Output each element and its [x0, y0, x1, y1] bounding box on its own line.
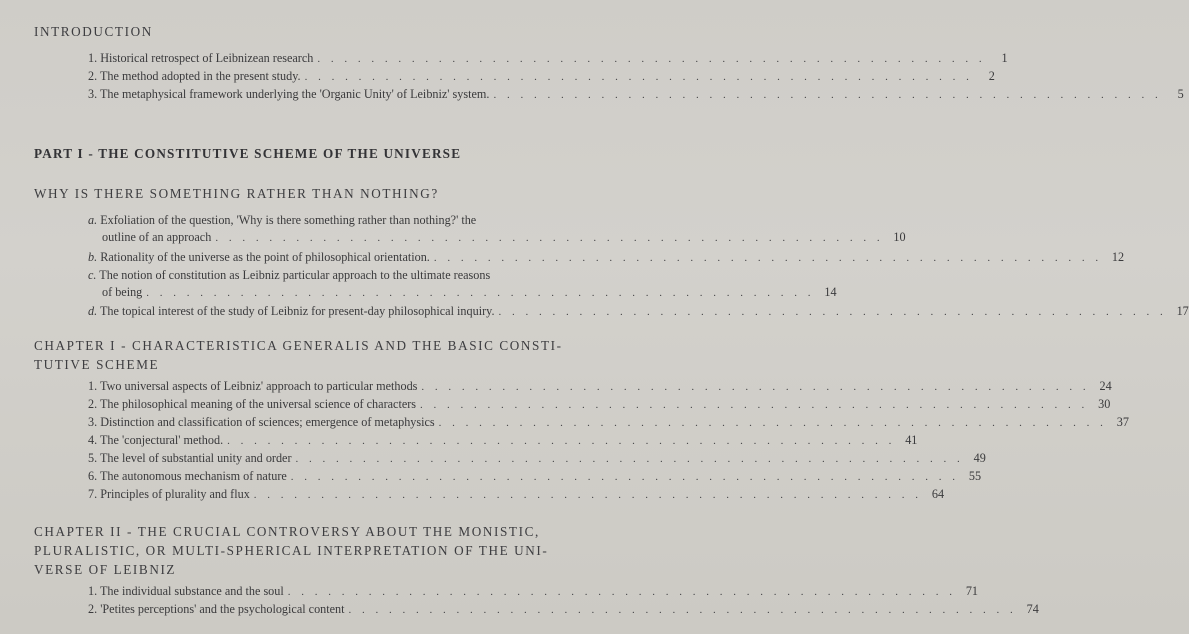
leader-dots: . . . . . . . . . . . . . . . . . . . . . . . . . . . . . . . . . . . . . . . . . . . . . . . . . .: [253, 489, 923, 501]
page-number: 10: [893, 230, 906, 244]
chapter-heading: CHAPTER I - CHARACTERISTICA GENERALIS AND THE BASIC CONSTI- TUTIVE SCHEME: [34, 338, 563, 372]
leader-dots: . . . . . . . . . . . . . . . . . . . . . . . . . . . . . . . . . . . . . . . . . . . . . . . . . .: [304, 71, 973, 83]
leader-dots: . . . . . . . . . . . . . . . . . . . . . . . . . . . . . . . . . . . . . . . . . . . . . . . . . .: [498, 306, 1167, 318]
page-number: 41: [905, 433, 918, 447]
toc-entry: 1. Two universal aspects of Leibniz' approach to particular methods . . . . . . . . . . . . . . . . . . . . . . . . . . . . . . . . . . . . . . . . . . . . . . . . . . 24: [88, 378, 570, 396]
toc-entry: 5. The level of substantial unity and order . . . . . . . . . . . . . . . . . . . . . . . . . . . . . . . . . . . . . . . . . . . . . . . . . . 49: [88, 450, 570, 468]
leader-dots: . . . . . . . . . . . . . . . . . . . . . . . . . . . . . . . . . . . . . . . . . . . . . . . . . .: [215, 232, 884, 244]
leader-dots: . . . . . . . . . . . . . . . . . . . . . . . . . . . . . . . . . . . . . . . . . . . . . . . . . .: [295, 453, 964, 465]
toc-entry: 3. The metaphysical framework underlying the 'Organic Unity' of Leibniz' system. . . . . . . . . . . . . . . . . . . . . . . . . . . . . . . . . . . . . . . . . . . . . . . . . . . 5: [88, 86, 570, 104]
chapter-heading: CHAPTER II - THE CRUCIAL CONTROVERSY ABOUT THE MONISTIC, PLURALISTIC, OR MULTI-SPHERICAL INTERPRETATION OF THE UNI- VERSE OF LEIBNIZ: [34, 524, 549, 577]
page-number: 24: [1099, 379, 1112, 393]
page-number: 5: [1177, 87, 1184, 101]
toc-entry: d. The topical interest of the study of Leibniz for present-day philosophical inquiry. . . . . . . . . . . . . . . . . . . . . . . . . . . . . . . . . . . . . . . . . . . . . . . . . . . 17: [88, 303, 570, 321]
leader-dots: . . . . . . . . . . . . . . . . . . . . . . . . . . . . . . . . . . . . . . . . . . . . . . . . . .: [493, 89, 1162, 101]
toc-entry: 3. Distinction and classification of sciences; emergence of metaphysics . . . . . . . . . . . . . . . . . . . . . . . . . . . . . . . . . . . . . . . . . . . . . . . . . . 37: [88, 414, 570, 432]
leader-dots: . . . . . . . . . . . . . . . . . . . . . . . . . . . . . . . . . . . . . . . . . . . . . . . . . .: [438, 417, 1107, 429]
page-number: 30: [1098, 397, 1111, 411]
toc-entry: 2. 'Petites perceptions' and the psychological content . . . . . . . . . . . . . . . . . . . . . . . . . . . . . . . . . . . . . . . . . . . . . . . . . . 74: [88, 601, 570, 619]
introduction-heading: INTRODUCTION: [34, 24, 153, 39]
page-number: 12: [1111, 250, 1125, 264]
page-number: 64: [931, 487, 945, 501]
page-number: 14: [824, 285, 837, 299]
page-number: 1: [1001, 51, 1008, 65]
toc-entry: 1. Historical retrospect of Leibnizean research . . . . . . . . . . . . . . . . . . . . . . . . . . . . . . . . . . . . . . . . . . . . . . . . . . 1: [88, 50, 570, 68]
leader-dots: . . . . . . . . . . . . . . . . . . . . . . . . . . . . . . . . . . . . . . . . . . . . . . . . . .: [420, 399, 1089, 411]
leader-dots: . . . . . . . . . . . . . . . . . . . . . . . . . . . . . . . . . . . . . . . . . . . . . . . . . .: [290, 471, 960, 483]
toc-entry: c. The notion of constitution as Leibniz particular approach to the ultimate reasons of being . . . . . . . . . . . . . . . . . . . . . . . . . . . . . . . . . . . . . . . . . . . . . . . . . . 14: [88, 267, 570, 302]
page-number: 55: [968, 469, 982, 483]
toc-entry: 2. The philosophical meaning of the universal science of characters . . . . . . . . . . . . . . . . . . . . . . . . . . . . . . . . . . . . . . . . . . . . . . . . . . 30: [88, 396, 570, 414]
toc-entry: b. Rationality of the universe as the point of philosophical orientation. . . . . . . . . . . . . . . . . . . . . . . . . . . . . . . . . . . . . . . . . . . . . . . . . . . 12: [88, 249, 570, 267]
part-heading: PART I - THE CONSTITUTIVE SCHEME OF THE UNIVERSE: [34, 146, 462, 161]
leader-dots: . . . . . . . . . . . . . . . . . . . . . . . . . . . . . . . . . . . . . . . . . . . . . . . . . .: [287, 586, 957, 598]
page-number: 2: [988, 69, 995, 83]
page-number: 71: [965, 584, 979, 598]
page-number: 49: [973, 451, 986, 465]
leader-dots: . . . . . . . . . . . . . . . . . . . . . . . . . . . . . . . . . . . . . . . . . . . . . . . . . .: [421, 381, 1090, 393]
page-number: 74: [1026, 602, 1039, 616]
toc-entry: 6. The autonomous mechanism of nature . . . . . . . . . . . . . . . . . . . . . . . . . . . . . . . . . . . . . . . . . . . . . . . . . . 55: [88, 468, 570, 486]
leader-dots: . . . . . . . . . . . . . . . . . . . . . . . . . . . . . . . . . . . . . . . . . . . . . . . . . .: [227, 435, 896, 447]
toc-entry: 2. The method adopted in the present study. . . . . . . . . . . . . . . . . . . . . . . . . . . . . . . . . . . . . . . . . . . . . . . . . . . 2: [88, 68, 570, 86]
section-heading: WHY IS THERE SOMETHING RATHER THAN NOTHING?: [34, 186, 439, 201]
toc-entry: 7. Principles of plurality and flux . . . . . . . . . . . . . . . . . . . . . . . . . . . . . . . . . . . . . . . . . . . . . . . . . . 64: [88, 486, 570, 504]
leader-dots: . . . . . . . . . . . . . . . . . . . . . . . . . . . . . . . . . . . . . . . . . . . . . . . . . .: [433, 252, 1103, 264]
leader-dots: . . . . . . . . . . . . . . . . . . . . . . . . . . . . . . . . . . . . . . . . . . . . . . . . . .: [146, 287, 815, 299]
toc-entry: 1. The individual substance and the soul . . . . . . . . . . . . . . . . . . . . . . . . . . . . . . . . . . . . . . . . . . . . . . . . . . 71: [88, 583, 570, 601]
leader-dots: . . . . . . . . . . . . . . . . . . . . . . . . . . . . . . . . . . . . . . . . . . . . . . . . . .: [317, 53, 986, 65]
toc-entry: 4. The 'conjectural' method. . . . . . . . . . . . . . . . . . . . . . . . . . . . . . . . . . . . . . . . . . . . . . . . . . . 41: [88, 432, 570, 450]
leader-dots: . . . . . . . . . . . . . . . . . . . . . . . . . . . . . . . . . . . . . . . . . . . . . . . . . .: [348, 604, 1017, 616]
page-number: 37: [1116, 415, 1129, 429]
toc-entry: a. Exfoliation of the question, 'Why is there something rather than nothing?' the outline of an approach . . . . . . . . . . . . . . . . . . . . . . . . . . . . . . . . . . . . . . . . . . . . . . . . . . 10: [88, 212, 570, 247]
page-number: 17: [1176, 304, 1189, 318]
